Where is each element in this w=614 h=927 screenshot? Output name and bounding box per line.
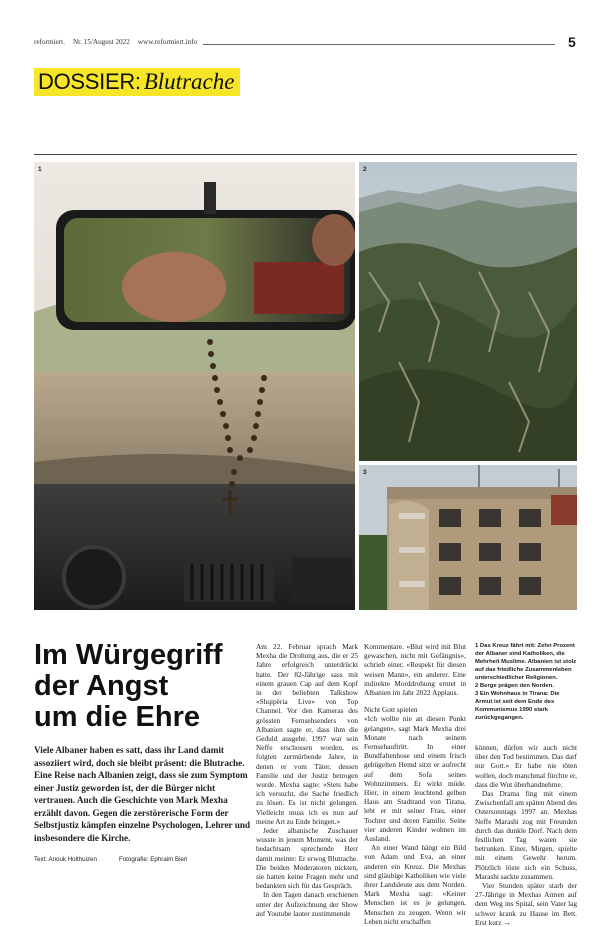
publication-name: reformiert. [34,38,65,46]
running-header [34,38,205,46]
photo-credit: Fotografie: Ephraim Bieri [118,856,188,863]
paragraph: An einer Wand hängt ein Bild von Adam und Eva, an einer anderen ein Kreuz. Die Mexhas sind gläubige Katholiken wie viele ihrer Landsleute aus dem Norden. Mark Mexha sagt: «Keiner Menschen ist es je gelungen, Menschen zu zeugen. Wenn wir Leben nicht erschaffen [364,843,466,926]
caption-2: 2 Berge prägen den Norden. [475,683,554,689]
article-credits [34,856,209,863]
issue-info: Nr. 15/August 2022 [72,38,130,46]
article-headline [34,640,254,733]
website-link[interactable]: www.reformiert.info [137,38,198,46]
caption-1: 1 Das Kreuz fährt mit: Zehn Prozent der Albaner sind Katholiken, die Mehrheit Muslime. Albanien ist stolz auf das friedliche Zusammenleben unterschiedlicher Religionen. [475,643,577,681]
photo-mountains [359,162,577,461]
paragraph: Das Drama fing mit einem Zwischenfall am späten Abend des Ostersonntags 1997 an. Mexhas Neffe Marashi zog mit Freunden durch das dunkle Dorf. Nach dem festlichen Tag waren sie betrunken. Einer, Mirgen, spielte mit einem Gewehr herum. Plötzlich löste sich ein Schuss, Marashi sackte zusammen. [475,789,577,881]
header-rule [203,44,555,45]
page-number: 5 [568,34,576,50]
headline-line-1: Im Würgegriff [34,639,223,671]
photo-captions [475,642,577,722]
photo-2-number: 2 [363,166,367,173]
article-lede: Viele Albaner haben es satt, dass ihr Land damit assoziiert wird, doch sie bleibt präsent: die Blutrache. Eine Reise nach Albanien zeigt, dass sie zum Symptom einer Justiz geworden ist, der die Bürger nicht vertrauen. Auch die Geschichte von Mark Mexha erzählt davon. Gegen die zerstörerische Form der Selbstjustiz kämpfen einzelne Psychologen, Lehrer und insbesondere die Kirche. [34,745,251,843]
headline-line-3: um die Ehre [34,701,200,733]
dossier-label [34,68,240,96]
photo-3-number: 3 [363,469,367,476]
text-credit: Text: Anouk Holthuizen [34,856,97,863]
photo-rearview-mirror [34,162,355,610]
body-column-3 [475,743,577,927]
dossier-kicker: DOSSIER: [38,69,141,94]
body-column-1 [256,642,358,918]
body-column-2 [364,642,466,926]
photo-apartment-building [359,465,577,610]
caption-3: 3 Ein Wohnhaus in Tirana: Die Armut ist seit dem Ende des Kommunismus 1990 stark zurückgegangen. [475,691,560,721]
section-rule [34,154,577,155]
paragraph: Jeder albanische Zuschauer wusste in jenem Moment, was der bedachtsam sprechende Herr damit meinte: Er erwog Blutrache. Die beiden Moderatoren nickten, sie hatten keine Fragen mehr und bedankten sich für das Gespräch. [256,826,358,891]
headline-line-2: der Angst [34,670,169,702]
paragraph: Am 22. Februar sprach Mark Mexha die Drohung aus, die er 25 Jahre erfolgreich unterdrückt hatte. Der 82-Jährige sass mit einem grauen Cap auf dem Kopf in der beliebten Talkshow «Shqipëria Live» von Top Channel. Vor den Kameras des grössten Fernsehsenders von Albanien sagte er, dass ihm die Geduld ausgehe. 1997 war sein Neffe erschossen worden, es folgten zermürbende Jahre, in denen er vom Täter, dessen Familie und der Justiz betrogen wurde. Mexha sagte: «Stets habe ich versucht, die Sache friedlich zu lösen. Es ist nicht gelungen. Vielleicht muss ich es nun auf meine Art zu Ende bringen.» [256,642,358,826]
subheading: Nicht Gott spielen [364,705,418,715]
paragraph: können, dürfen wir auch nicht über den Tod bestimmen. Das darf nur Gott.» Er habe nie töten wollen, doch manchmal fürchte er, dass die Wut überhandnehme. [475,743,577,789]
paragraph: Vier Stunden später starb der 27-Jährige in Mexhas Armen auf dem Weg ins Spital, sein Vater lag schwer krank zu Hause im Bett. Erst kurz → [475,881,577,927]
paragraph: «Ich wollte nie an diesen Punkt gelangen», sagt Mark Mexha drei Monate nach seinem Fernsehauftritt. In einer Bundfaltenhose und einem frisch gebügelten Hemd sitzt er aufrecht auf dem Sofa seines Wohnzimmers. Er wirkt müde. Hier, in einem leuchtend gelben Haus am Stadtrand von Tirana, lebt er mit seiner Frau, einer Tochter und deren Familie. Seine vier anderen Kinder wohnen im Ausland. [364,714,466,844]
dossier-topic: Blutrache [143,69,235,94]
photo-1-number: 1 [38,166,42,173]
paragraph: Kommentare. «Blut wird mit Blut gewaschen, nicht mit Gefängnis», schrieb einer, «Respekt für diesen weisen Mann», ein anderer. Eine indirekte Morddrohung erntet in Albanien im Jahr 2022 Applaus. [364,642,466,698]
paragraph: In den Tagen danach erschienen unter der Aufzeichnung der Show auf Youtube lauter zustimmende [256,890,358,918]
